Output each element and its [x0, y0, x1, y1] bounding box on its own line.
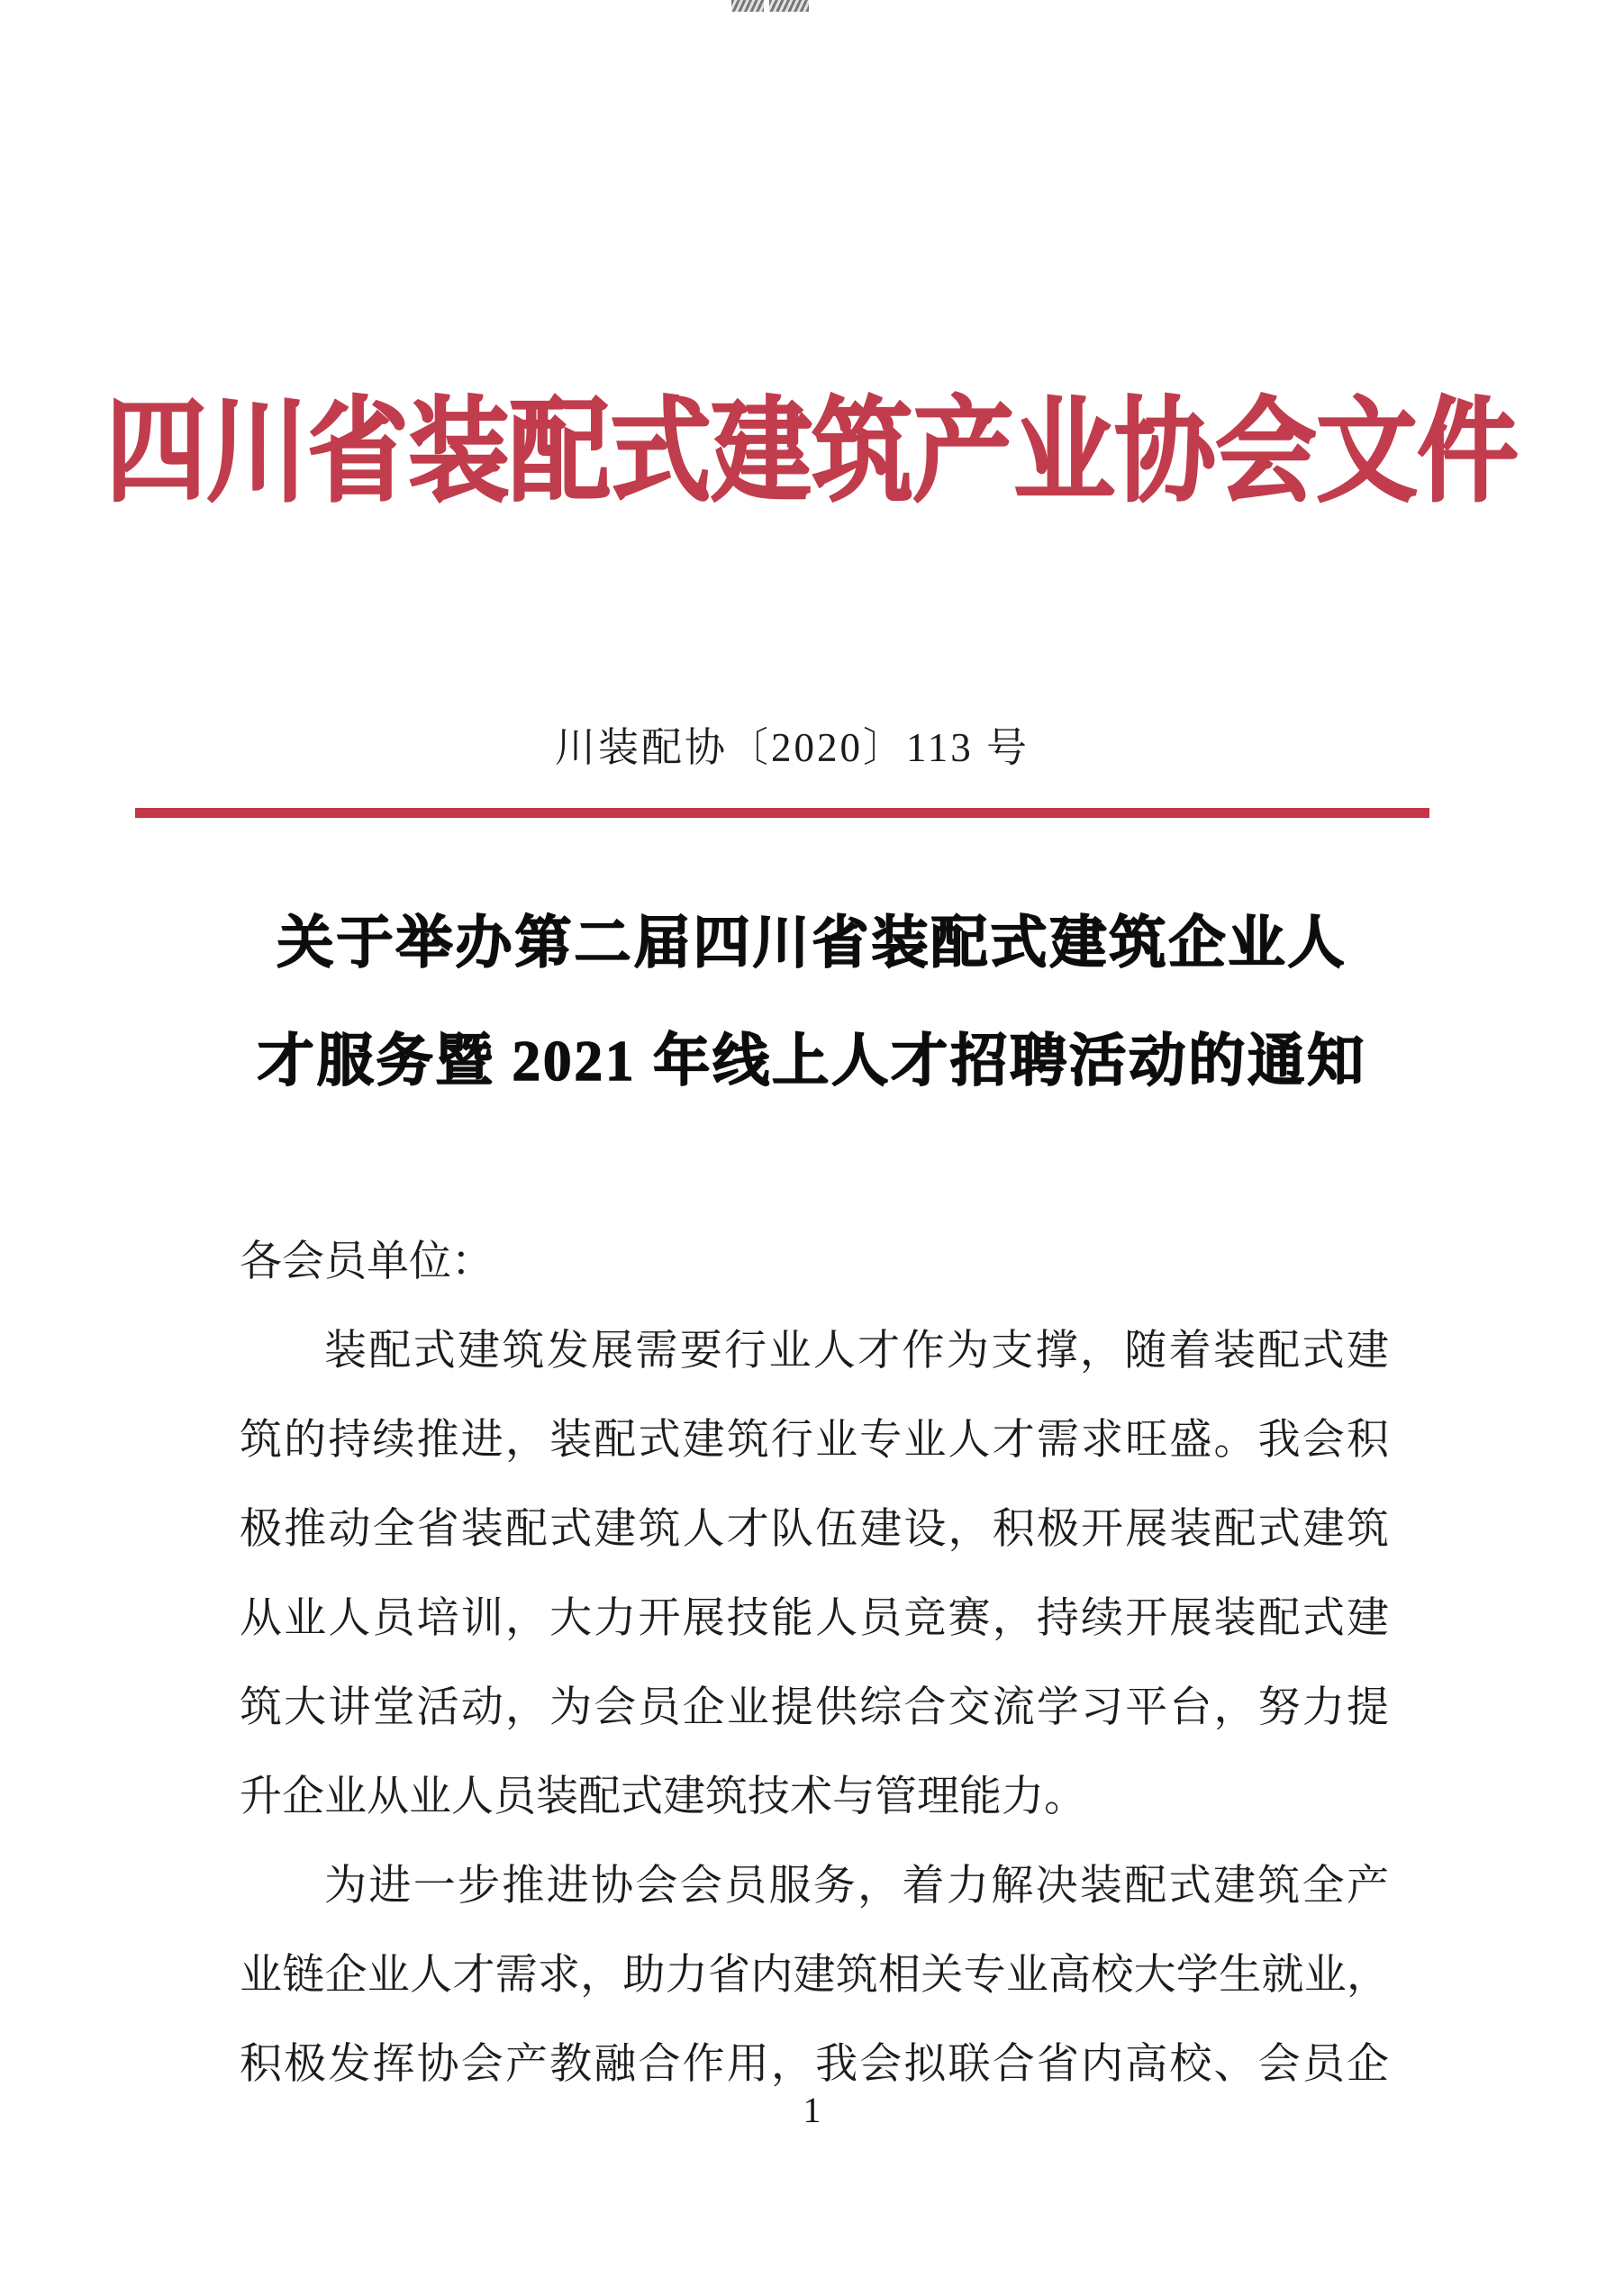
- body-line: 业链企业人才需求，助力省内建筑相关专业高校大学生就业，: [240, 1952, 1389, 1999]
- scan-artifact: [731, 0, 764, 12]
- document-title: [0, 885, 1624, 1121]
- body-line: 筑的持续推进，装配式建筑行业专业人才需求旺盛。我会积: [240, 1417, 1389, 1464]
- scan-artifact: [769, 0, 809, 12]
- body-line: 升企业从业人员装配式建筑技术与管理能力。: [240, 1774, 1086, 1820]
- body-line: 从业人员培训，大力开展技能人员竞赛，持续开展装配式建: [240, 1595, 1389, 1642]
- paragraphs-container: [240, 1307, 1389, 2110]
- document-number: 川装配协〔2020〕113 号: [554, 725, 1030, 770]
- document-title-line1: 关于举办第二届四川省装配式建筑企业人: [277, 912, 1347, 975]
- document-header-title: 四川省装配式建筑产业协会文件: [105, 390, 1519, 516]
- document-body: [240, 1218, 1389, 2110]
- page-number: 1: [803, 2090, 821, 2130]
- paragraph: [240, 1307, 1389, 1842]
- salutation: 各会员单位：: [240, 1239, 494, 1285]
- paragraph: [240, 1842, 1389, 2110]
- body-line: 装配式建筑发展需要行业人才作为支撑，随着装配式建: [324, 1328, 1389, 1375]
- body-line: 为进一步推进协会会员服务，着力解决装配式建筑全产: [324, 1863, 1389, 1910]
- body-line: 极推动全省装配式建筑人才队伍建设，积极开展装配式建筑: [240, 1506, 1389, 1553]
- red-divider-line: [135, 808, 1429, 818]
- body-line: 积极发挥协会产教融合作用，我会拟联合省内高校、会员企: [240, 2041, 1389, 2088]
- document-title-line2: 才服务暨 2021 年线上人才招聘活动的通知: [257, 1030, 1367, 1093]
- body-line: 筑大讲堂活动，为会员企业提供综合交流学习平台，努力提: [240, 1684, 1389, 1731]
